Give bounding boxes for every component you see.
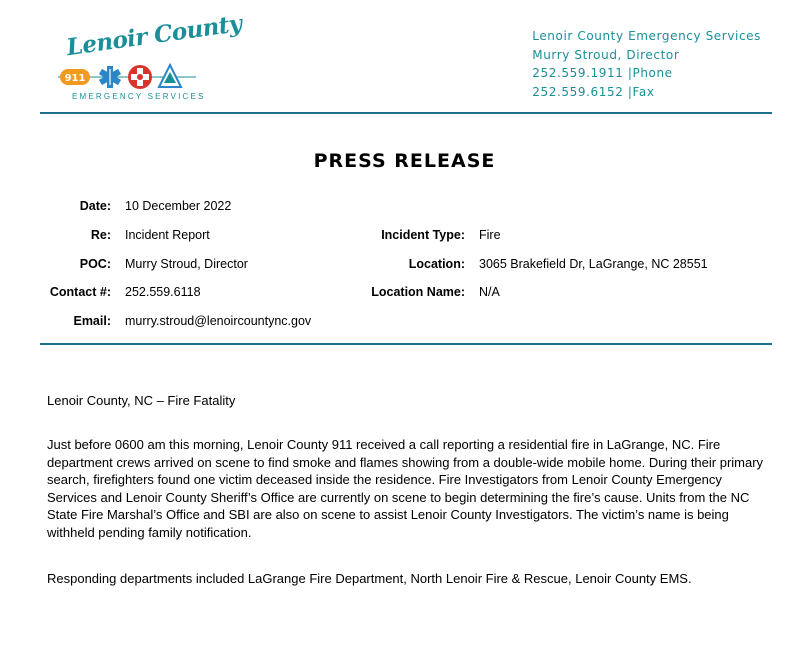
contact-phone: 252.559.1911 |Phone [532,66,673,80]
date-value: 10 December 2022 [125,199,232,213]
incident-type-value: Fire [479,228,501,242]
contact-director: Murry Stroud, Director [532,47,680,62]
contact-block [532,27,761,101]
fire-maltese-cross-icon [128,65,152,89]
release-paragraph-1: Just before 0600 am this morning, Lenoir County 911 received a call reporting a residential fire in LaGrange, NC. Fire department crews arrived on scene to find smoke and flames showing from a double-wide mobile home. During their primary search, firefighters found one victim deceased inside the residence. Fire Investigators from Lenoir County Emergency Services and Lenoir County Sheriff’s Office are currently on scene to begin determining the fire’s cause. Units from the NC State Fire Marshal’s Office and SBI are also on scene to assist Lenoir County Investigators. The victim’s name is being withheld pending family notification. [47,437,764,540]
email-label: Email: [73,314,111,328]
logo-script-text: Lenoir County [64,9,244,62]
date-label: Date: [79,199,111,213]
release-paragraph-2: Responding departments included LaGrange Fire Department, North Lenoir Fire & Rescue, Lenoir County EMS. [47,571,692,586]
organization-logo [52,9,244,104]
fields-divider [40,343,772,345]
contact-organization: Lenoir County Emergency Services [532,29,761,43]
emergency-management-triangle-icon [159,65,181,87]
location-label: Location: [408,257,465,271]
location-name-label: Location Name: [371,285,465,299]
incident-type-label: Incident Type: [381,228,465,242]
location-name-value: N/A [479,285,500,299]
poc-label: POC: [79,257,111,271]
header-divider [40,112,772,114]
emergency-services-icons [58,62,198,92]
contact-number-value: 252.559.6118 [125,285,201,299]
911-badge-text: 911 [64,73,86,84]
location-value: 3065 Brakefield Dr, LaGrange, NC 28551 [479,257,708,271]
email-value: murry.stroud@lenoircountync.gov [125,314,312,328]
contact-fax: 252.559.6152 |Fax [532,84,655,99]
page-title: PRESS RELEASE [313,150,496,172]
re-label: Re: [90,228,111,242]
release-heading: Lenoir County, NC – Fire Fatality [47,393,236,408]
poc-value: Murry Stroud, Director [125,257,248,271]
contact-number-label: Contact #: [49,285,111,299]
logo-subtitle: EMERGENCY SERVICES [72,92,206,101]
re-value: Incident Report [125,228,210,242]
